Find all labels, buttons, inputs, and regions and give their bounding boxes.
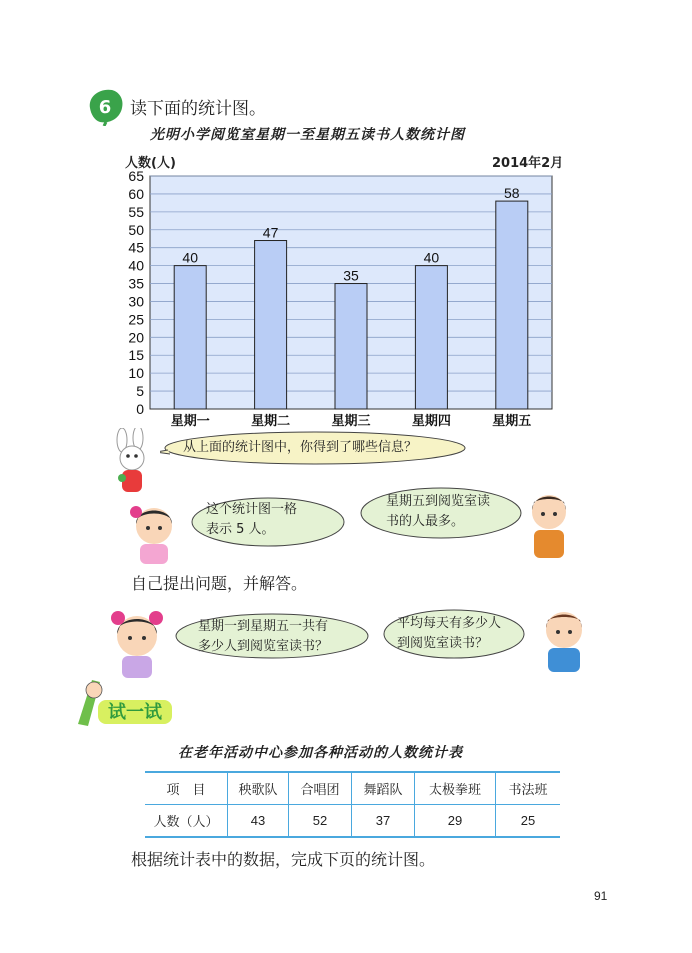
table-header-cell: 合唱团: [289, 772, 352, 805]
question-number: 6: [98, 97, 112, 118]
table-header-row: [145, 772, 560, 805]
x-tick-label: 星期五: [492, 414, 532, 429]
y-tick-label: 55: [128, 203, 144, 220]
y-tick-label: 30: [128, 293, 144, 310]
bar: [496, 201, 528, 409]
y-axis-label: 人数(人): [125, 156, 176, 171]
bar-chart: [110, 166, 560, 430]
bubble-boy2-line2: 到阅览室读书？: [397, 636, 489, 651]
y-tick-label: 10: [128, 365, 144, 382]
table-cell: 人数（人）: [145, 805, 228, 838]
table-cell: 43: [228, 805, 289, 838]
table-header-cell: 项 目: [145, 772, 228, 805]
x-tick-label: 星期四: [411, 414, 451, 429]
y-tick-label: 40: [128, 257, 144, 274]
table-header-cell: 太极拳班: [415, 772, 496, 805]
rabbit-character: [108, 428, 158, 500]
y-tick-label: 45: [128, 239, 144, 256]
boy-character-2: [538, 606, 590, 672]
y-tick-label: 0: [136, 401, 144, 417]
bubble-girl2-line1: 星期一到星期五一共有: [198, 619, 329, 634]
instruction-text: 根据统计表中的数据，完成下页的统计图。: [131, 850, 436, 869]
bar-value-label: 35: [343, 267, 359, 284]
try-label: 试一试: [108, 702, 162, 723]
girl-character: [126, 500, 182, 564]
y-tick-label: 50: [128, 221, 144, 238]
table-cell: 25: [496, 805, 561, 838]
chart-date: 2014年2月: [492, 156, 564, 171]
bar-value-label: 47: [262, 224, 279, 241]
question-number-badge: [86, 86, 126, 126]
bar-value-label: 40: [423, 249, 440, 266]
x-tick-label: 星期一: [170, 414, 210, 429]
table-title: 在老年活动中心参加各种活动的人数统计表: [178, 745, 463, 761]
bubble-girl1-line1: 这个统计图一格: [206, 502, 298, 517]
boy-character: [524, 488, 574, 560]
bar-value-label: 40: [182, 249, 198, 266]
bubble-boy2-line1: 平均每天有多少人: [397, 616, 502, 631]
girl-character-2: [106, 606, 168, 678]
x-tick-label: 星期三: [331, 414, 371, 429]
table-header-cell: 秧歌队: [228, 772, 289, 805]
table-cell: 29: [415, 805, 496, 838]
bar: [174, 266, 206, 409]
page-number: 91: [594, 889, 608, 903]
table-header-cell: 书法班: [496, 772, 561, 805]
bar: [335, 284, 367, 409]
x-tick-label: 星期二: [251, 414, 291, 429]
y-tick-label: 65: [128, 168, 144, 184]
y-tick-label: 15: [128, 347, 144, 364]
bar: [255, 241, 287, 409]
chart-title: 光明小学阅览室星期一至星期五读书人数统计图: [150, 127, 465, 143]
y-tick-label: 25: [128, 311, 144, 328]
table-row: [145, 805, 560, 838]
bubble-girl2-line2: 多少人到阅览室读书？: [198, 639, 329, 654]
table-cell: 52: [289, 805, 352, 838]
y-tick-label: 5: [136, 383, 144, 400]
bubble-rabbit-text: 从上面的统计图中，你得到了哪些信息？: [183, 440, 418, 455]
question-text: 读下面的统计图。: [130, 99, 266, 119]
table-header-cell: 舞蹈队: [352, 772, 415, 805]
statistics-table: [145, 771, 560, 838]
table-cell: 37: [352, 805, 415, 838]
prompt-text: 自己提出问题，并解答。: [131, 574, 308, 593]
try-it-banner: [72, 676, 176, 732]
bubble-girl1-line2: 表示 5 人。: [206, 522, 275, 537]
y-tick-label: 60: [128, 185, 144, 202]
y-tick-label: 20: [128, 329, 144, 346]
bubble-boy1-line1: 星期五到阅览室读: [386, 494, 491, 509]
bar-value-label: 58: [504, 185, 520, 202]
bubble-boy1-line2: 书的人最多。: [386, 514, 465, 529]
bar: [415, 266, 447, 409]
y-tick-label: 35: [128, 275, 144, 292]
